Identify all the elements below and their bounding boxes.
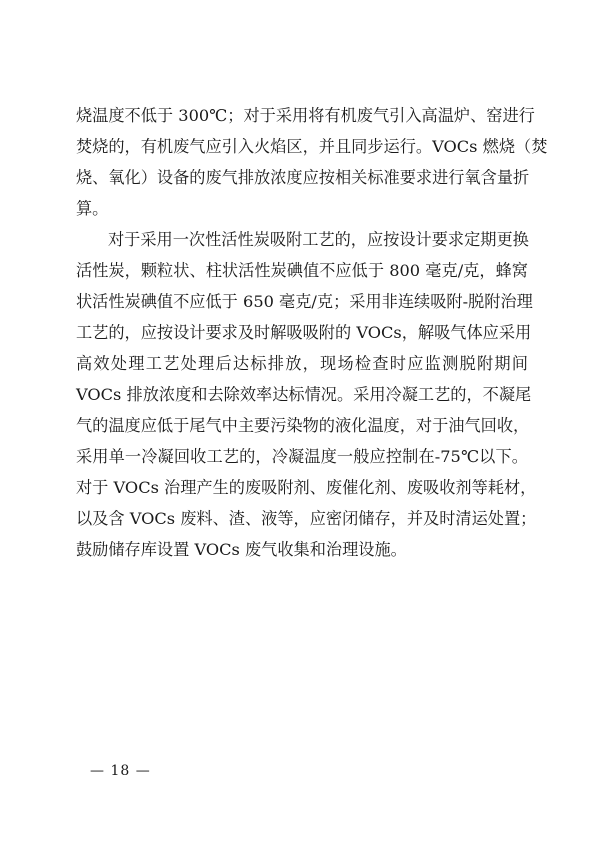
paragraph-1-line-4: 算。	[76, 199, 109, 218]
paragraph-2-line-6: VOCs 排放浓度和去除效率达标情况。采用冷凝工艺的，不凝尾	[76, 385, 532, 404]
paragraph-2-line-2: 活性炭，颗粒状、柱状活性炭碘值不应低于 800 毫克/克，蜂窝	[76, 261, 528, 280]
paragraph-1-line-2: 焚烧的，有机废气应引入火焰区，并且同步运行。VOCs 燃烧（焚	[76, 137, 548, 156]
paragraph-2-line-8: 采用单一冷凝回收工艺的，冷凝温度一般应控制在-75℃以下。	[76, 447, 528, 466]
paragraph-2-line-11: 鼓励储存库设置 VOCs 废气收集和治理设施。	[76, 540, 407, 559]
paragraph-2-line-5: 高效处理工艺处理后达标排放，现场检查时应监测脱附期间	[76, 354, 528, 373]
paragraph-1-line-1: 烧温度不低于 300℃；对于采用将有机废气引入高温炉、窑进行	[76, 106, 535, 125]
paragraph-2-line-1: 对于采用一次性活性炭吸附工艺的，应按设计要求定期更换	[108, 230, 529, 249]
paragraph-2-line-3: 状活性炭碘值不应低于 650 毫克/克；采用非连续吸附-脱附治理	[76, 292, 533, 311]
paragraph-1-line-3: 烧、氧化）设备的废气排放浓度应按相关标准要求进行氧含量折	[76, 168, 530, 187]
paragraph-2-line-9: 对于 VOCs 治理产生的废吸附剂、废催化剂、废吸收剂等耗材，	[76, 478, 537, 497]
page-number: — 18 —	[90, 763, 151, 779]
paragraph-2-line-10: 以及含 VOCs 废料、渣、液等，应密闭储存，并及时清运处置；	[76, 509, 537, 528]
document-body	[76, 100, 548, 565]
paragraph-2-line-7: 气的温度应低于尾气中主要污染物的液化温度，对于油气回收，	[76, 416, 530, 435]
paragraph-2-line-4: 工艺的，应按设计要求及时解吸吸附的 VOCs，解吸气体应采用	[76, 323, 532, 342]
